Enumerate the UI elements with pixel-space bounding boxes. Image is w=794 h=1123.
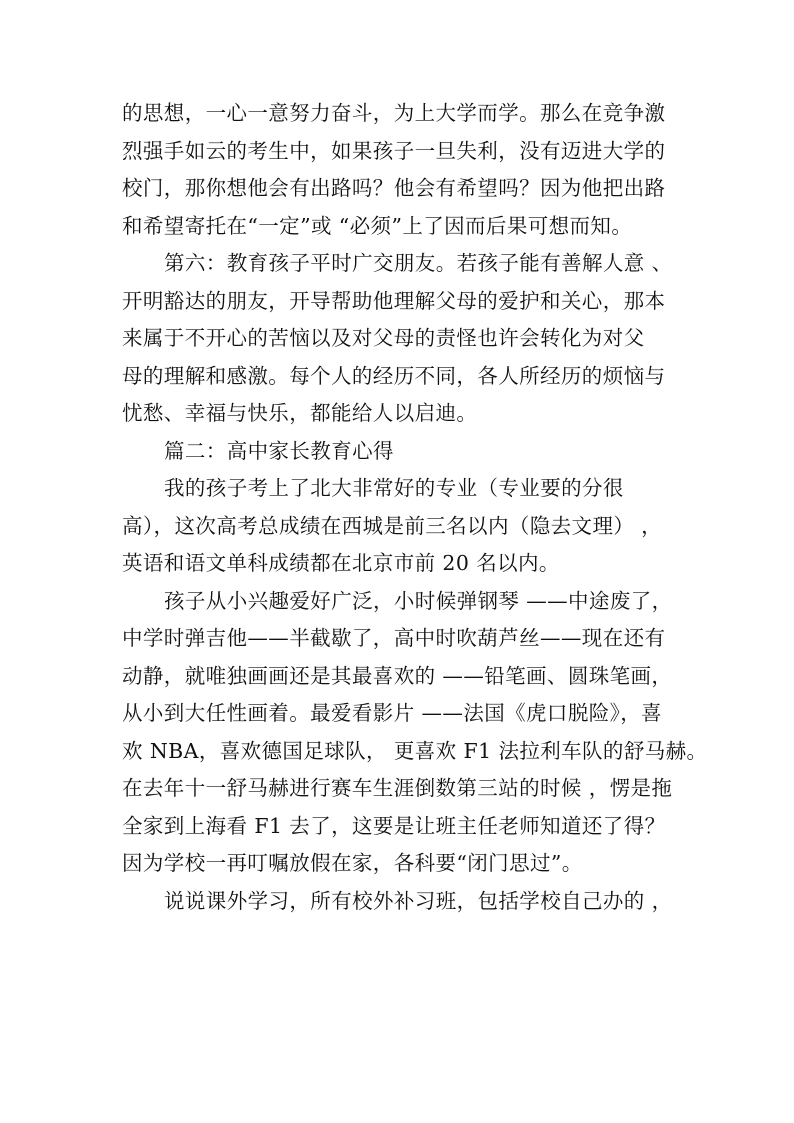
- paragraph-start-line: 孩子从小兴趣爱好广泛，小时候弹钢琴 ——中途废了，: [164, 588, 673, 613]
- text-line: 母的理解和感激。每个人的经历不同，各人所经历的烦恼与: [122, 363, 666, 388]
- text-line: 中学时弹吉他——半截歇了，高中时吹葫芦丝——现在还有: [122, 626, 666, 650]
- text-line: 动静，就唯独画画还是其最喜欢的 ——铅笔画、圆珠笔画，: [122, 663, 673, 688]
- text-line: 开明豁达的朋友，开导帮助他理解父母的爱护和关心，那本: [122, 288, 666, 313]
- text-line: 校门，那你想他会有出路吗？他会有希望吗？因为他把出路: [122, 176, 666, 200]
- text-line: 忧愁、幸福与快乐，都能给人以启迪。: [122, 401, 478, 425]
- text-line: 的思想，一心一意努力奋斗，为上大学而学。那么在竞争激: [122, 101, 666, 125]
- text-line: 欢 NBA，喜欢德国足球队， 更喜欢 F1 法拉利车队的舒马赫。: [122, 738, 708, 763]
- text-line: 在去年十一舒马赫进行赛车生涯倒数第三站的时候 ，愣是拖: [122, 776, 673, 800]
- paragraph-start-line: 说说课外学习，所有校外补习班，包括学校自己办的 ，: [164, 888, 673, 913]
- document-body: [122, 95, 708, 920]
- section-title: 篇二：高中家长教育心得: [164, 438, 394, 463]
- text-line: 因为学校一再叮嘱放假在家，各科要“闭门思过”。: [122, 851, 583, 875]
- text-line: 高），这次高考总成绩在西城是前三名以内（隐去文理） ，: [122, 513, 663, 538]
- paragraph-start-line: 我的孩子考上了北大非常好的专业（专业要的分很: [164, 476, 624, 500]
- text-line: 英语和语文单科成绩都在北京市前 20 名以内。: [122, 551, 560, 575]
- text-line: 全家到上海看 F1 去了，这要是让班主任老师知道还了得？: [122, 813, 666, 838]
- text-line: 和希望寄托在“一定”或 “必须”上了因而后果可想而知。: [122, 213, 633, 238]
- text-line: 从小到大任性画着。最爱看影片 ——法国《虎口脱险》，喜: [122, 701, 663, 725]
- text-line: 烈强手如云的考生中，如果孩子一旦失利，没有迈进大学的: [122, 138, 666, 163]
- text-line: 来属于不开心的苦恼以及对父母的责怪也许会转化为对父: [122, 326, 645, 350]
- section-heading-line: 第六：教育孩子平时广交朋友。若孩子能有善解人意 、: [164, 251, 673, 275]
